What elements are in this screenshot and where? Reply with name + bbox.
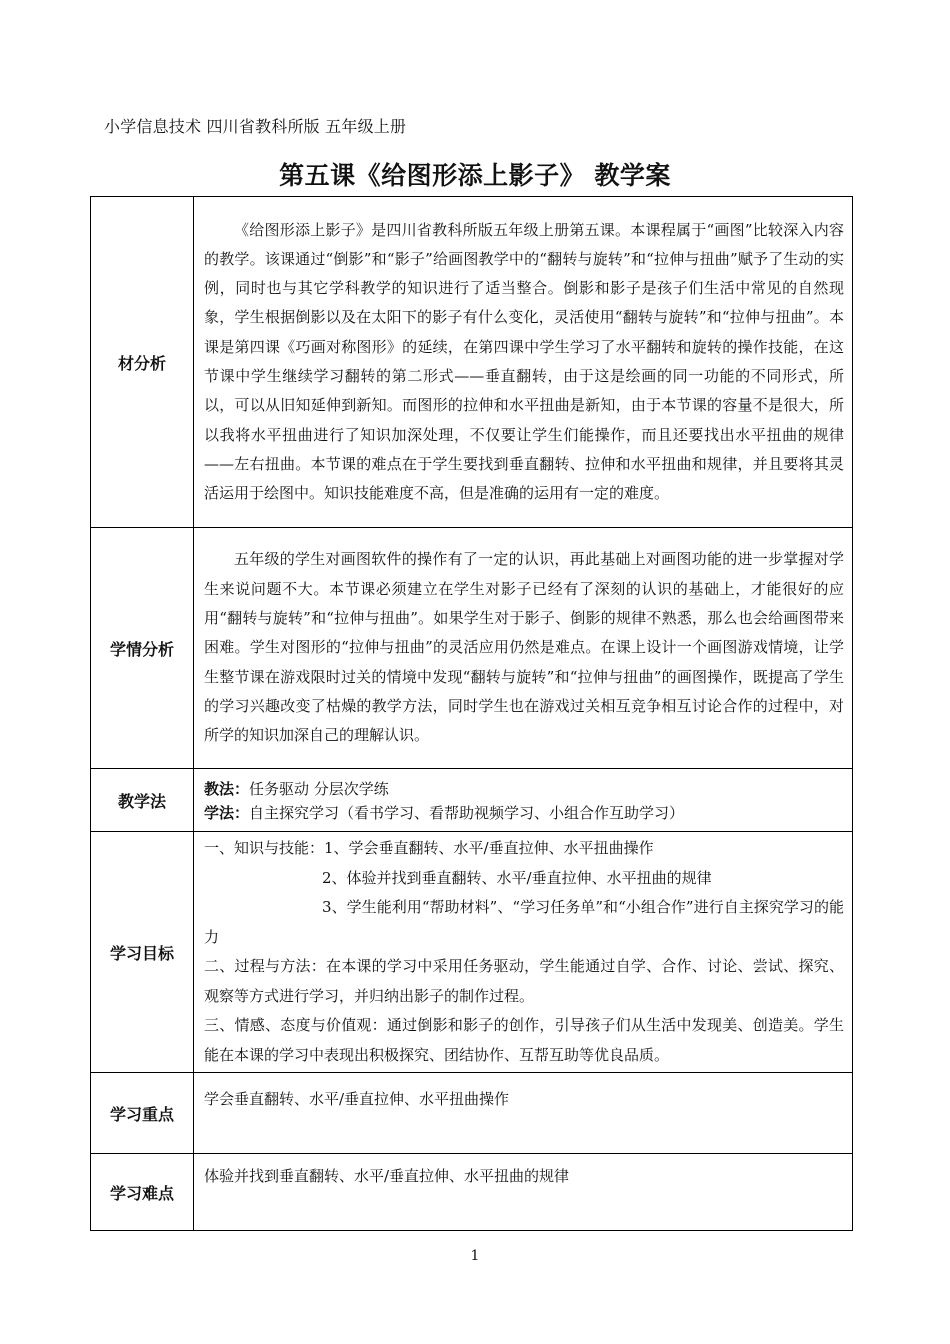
table-row [91,1154,853,1231]
table-row [91,528,853,769]
lesson-plan-table [90,196,853,1231]
analysis-text: 《给图形添上影子》是四川省教科所版五年级上册第五课。本课程属于“画图”比较深入内容的教学。该课通过“倒影”和“影子”给画图教学中的“翻转与旋转”和“拉伸与扭曲”赋予了生动的实例，同时也与其它学科教学的知识进行了适当整合。倒影和影子是孩子们生活中常见的自然现象，学生根据倒影以及在太阳下的影子有什么变化，灵活使用“翻转与旋转”和“拉伸与扭曲”。本课是第四课《巧画对称图形》的延续，在第四课中学生学习了水平翻转和旋转的操作技能，在这节课中学生继续学习翻转的第二形式——垂直翻转，由于这是绘画的同一功能的不同形式，所以，可以从旧知延伸到新知。而图形的拉伸和水平扭曲是新知，由于本节课的容量不是很大，所以我将水平扭曲进行了知识加深处理，不仅要让学生们能操作，而且还要找出水平扭曲的规律——左右扭曲。本节课的难点在于学生要找到垂直翻转、拉伸和水平扭曲和规律，并且要将其灵活运用于绘图中。知识技能难度不高，但是准确的运用有一定的难度。 [204,220,844,503]
document-subtitle: 小学信息技术 四川省教科所版 五年级上册 [104,117,407,136]
row-label-key: 学习重点 [91,1073,194,1154]
goal-line-3: 3、学生能利用“帮助材料”、“学习任务单”和“小组合作”进行自主探究学习的能力 [204,898,844,946]
row-label-analysis: 材分析 [91,197,194,528]
goal-line-1: 一、知识与技能：1、学会垂直翻转、水平/垂直拉伸、水平扭曲操作 [204,839,654,857]
learn-method-label: 学法： [204,804,250,822]
page-number: 1 [470,1248,480,1264]
table-row [91,197,853,528]
row-content-goals [194,832,853,1073]
row-content-analysis [194,197,853,528]
row-label-difficulty: 学习难点 [91,1154,194,1231]
table-row [91,1073,853,1154]
row-label-method: 教学法 [91,769,194,832]
goal-line-4: 二、过程与方法：在本课的学习中采用任务驱动，学生能通过自学、合作、讨论、尝试、探究、观察等方式进行学习，并归纳出影子的制作过程。 [204,957,844,1005]
learn-method-text: 自主探究学习（看书学习、看帮助视频学习、小组合作互助学习） [249,804,685,822]
student-text: 五年级的学生对画图软件的操作有了一定的认识，再此基础上对画图功能的进一步掌握对学生来说问题不大。本节课必须建立在学生对影子已经有了深刻的认识的基础上，才能很好的应用“翻转与旋转”和“拉伸与扭曲”。如果学生对于影子、倒影的规律不熟悉，那么也会给画图带来困难。学生对图形的“拉伸与扭曲”的灵活应用仍然是难点。在课上设计一个画图游戏情境，让学生整节课在游戏限时过关的情境中发现“翻转与旋转”和“拉伸与扭曲”的画图操作，既提高了学生的学习兴趣改变了枯燥的教学方法，同时学生也在游戏过关相互竞争相互讨论合作的过程中，对所学的知识加深自己的理解认识。 [204,550,844,745]
row-content-difficulty: 体验并找到垂直翻转、水平/垂直拉伸、水平扭曲的规律 [194,1154,853,1231]
teach-method-line [204,777,844,801]
document-title: 第五课《给图形添上影子》 教学案 [279,161,671,190]
row-content-key: 学会垂直翻转、水平/垂直拉伸、水平扭曲操作 [194,1073,853,1154]
row-content-student [194,528,853,769]
table-row [91,832,853,1073]
row-label-student: 学情分析 [91,528,194,769]
row-label-goals: 学习目标 [91,832,194,1073]
teach-method-text: 任务驱动 分层次学练 [249,780,389,798]
row-content-method [194,769,853,832]
goal-line-5: 三、情感、态度与价值观：通过倒影和影子的创作，引导孩子们从生活中发现美、创造美。学生能在本课的学习中表现出积极探究、团结协作、互帮互助等优良品质。 [204,1016,844,1064]
goal-line-2: 2、体验并找到垂直翻转、水平/垂直拉伸、水平扭曲的规律 [322,868,712,887]
table-row [91,769,853,832]
teach-method-label: 教法： [204,780,250,798]
learn-method-line [204,801,844,825]
